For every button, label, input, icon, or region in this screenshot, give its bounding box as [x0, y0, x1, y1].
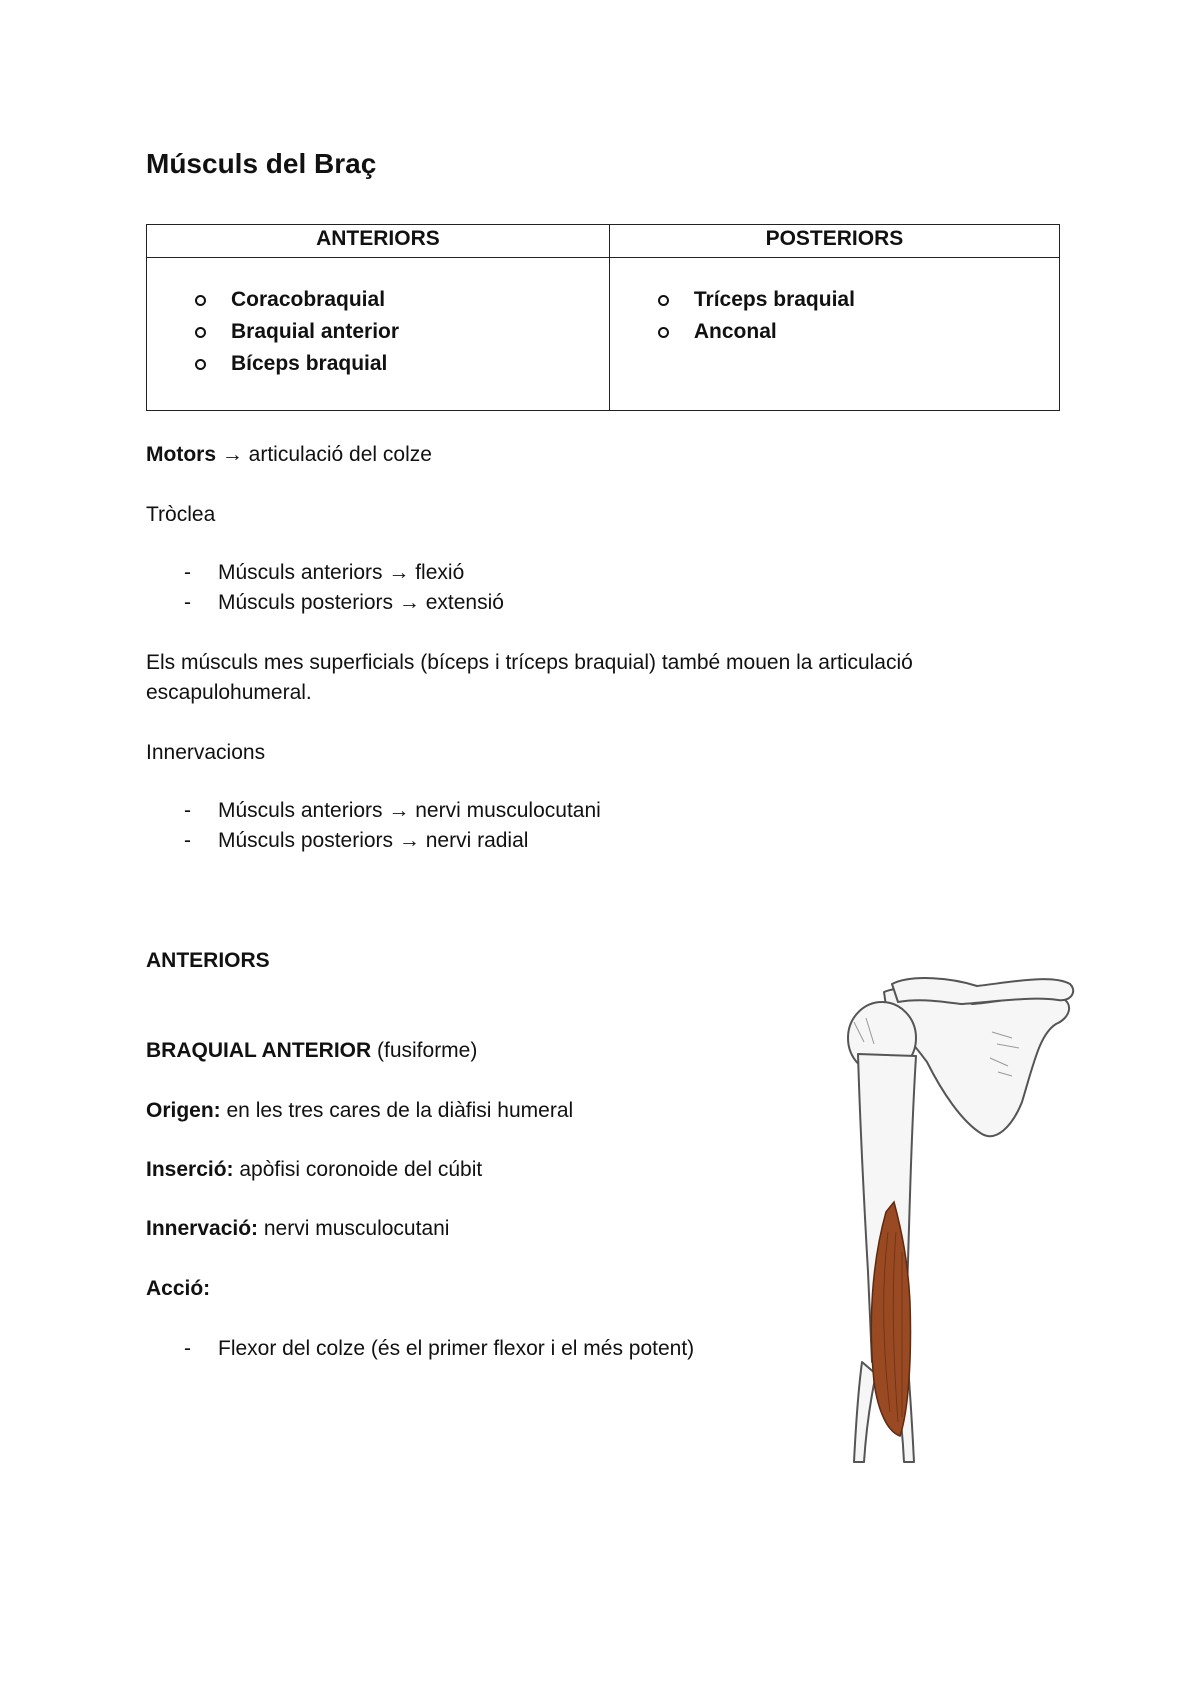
- insercio-text: apòfisi coronoide del cúbit: [233, 1158, 483, 1181]
- insercio-label: Inserció:: [146, 1158, 234, 1181]
- anterior-list: [147, 284, 609, 380]
- brachialis-anatomy-illustration: [812, 962, 1082, 1472]
- motors-line: [146, 440, 432, 470]
- list-item: Bíceps braquial: [187, 348, 609, 380]
- innervacio-label: Innervació:: [146, 1217, 259, 1240]
- circle-bullet-icon: [195, 295, 206, 306]
- table-header-anteriors: ANTERIORS: [147, 225, 610, 258]
- muscle-name-line: [146, 1036, 477, 1066]
- motors-text: articulació del colze: [242, 443, 432, 466]
- muscles-table: [146, 224, 1060, 411]
- motors-label: Motors: [146, 443, 216, 466]
- superficial-muscles-paragraph: Els músculs mes superficials (bíceps i tríceps braquial) també mouen la articulació escapulohumeral.: [146, 651, 913, 704]
- posterior-cell: [609, 258, 1059, 411]
- table-header-posteriors: POSTERIORS: [609, 225, 1059, 258]
- innervacions-label: Innervacions: [146, 741, 266, 764]
- ulna-shape: [854, 1362, 876, 1462]
- list-item: Braquial anterior: [187, 316, 609, 348]
- muscle-name: BRAQUIAL ANTERIOR: [146, 1039, 372, 1062]
- list-item: - Músculs anteriors → flexió: [184, 561, 465, 584]
- list-item: - Músculs posteriors → nervi radial: [184, 829, 529, 852]
- origen-line: [146, 1096, 573, 1126]
- anterior-cell: [147, 258, 610, 411]
- page-title: Músculs del Braç: [146, 148, 377, 179]
- circle-bullet-icon: [195, 359, 206, 370]
- circle-bullet-icon: [195, 327, 206, 338]
- list-item: Coracobraquial: [187, 284, 609, 316]
- list-item: - Músculs posteriors → extensió: [184, 591, 504, 614]
- circle-bullet-icon: [658, 327, 669, 338]
- origen-label: Origen:: [146, 1099, 221, 1122]
- section-heading: ANTERIORS: [146, 949, 270, 972]
- arrow-icon: →: [221, 443, 243, 466]
- posterior-list: [610, 284, 1059, 348]
- troclea-label: Tròclea: [146, 503, 216, 526]
- list-item: - Músculs anteriors → nervi musculocutani: [184, 799, 601, 822]
- innervacio-text: nervi musculocutani: [258, 1217, 450, 1240]
- list-item: Tríceps braquial: [650, 284, 1059, 316]
- insercio-line: [146, 1155, 482, 1185]
- accio-label: Acció:: [146, 1277, 211, 1300]
- list-item: - Flexor del colze (és el primer flexor i el més potent): [184, 1337, 695, 1360]
- origen-text: en les tres cares de la diàfisi humeral: [220, 1099, 574, 1122]
- muscle-shape: (fusiforme): [371, 1039, 478, 1062]
- circle-bullet-icon: [658, 295, 669, 306]
- list-item: Anconal: [650, 316, 1059, 348]
- innervacio-line: [146, 1214, 449, 1244]
